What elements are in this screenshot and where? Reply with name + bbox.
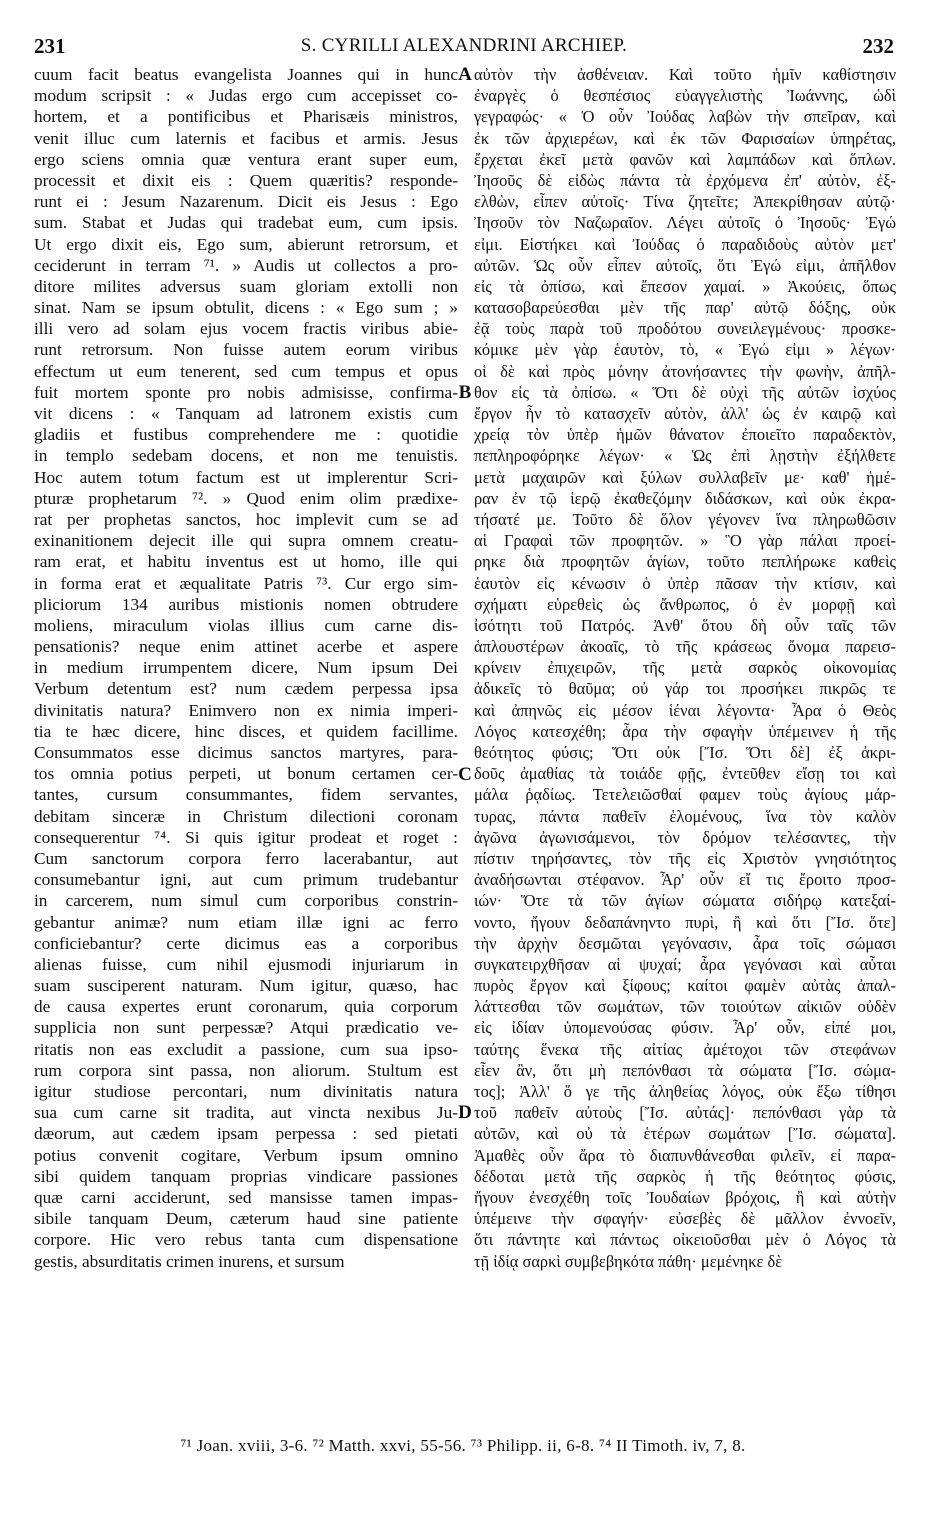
text-line: ελθὼν, εἶπεν αὐτοῖς· Τίνα ζητεῖτε; Ἀπεκρίθησαν αὐτῷ· — [474, 192, 896, 212]
text-line: rat per prophetas sanctos, hoc implevit cum se ad — [34, 509, 458, 529]
text-line: πεπληροφόρηκε λέγων· « Ὡς ἐπὶ λῃστὴν ἐξήλθετε — [474, 446, 896, 466]
text-line: quæ carni acciderunt, sed mansisse tamen impas- — [34, 1187, 458, 1207]
text-line: ἔρχεται ἐκεῖ μετὰ φανῶν καὶ λαμπάδων καὶ ὅπλων. — [474, 149, 896, 169]
text-line: sua cum carne sit tradita, aut vincta nexibus Ju- — [34, 1103, 458, 1123]
text-line: Consummatos esse dicimus sanctos martyres, para- — [34, 743, 458, 762]
footnotes: ⁷¹ Joan. xviii, 3-6. ⁷² Matth. xxvi, 55-56. ⁷³ Philipp. ii, 6-8. ⁷⁴ II Timoth. iv, 7, 8. — [180, 1436, 746, 1455]
text-line: in carcerem, num simul cum corporibus constrin- — [34, 891, 458, 911]
text-line: hortem, et a pontificibus et Pharisæis ministros, — [34, 107, 458, 127]
text-line: de causa expertes erunt coronarum, quia corporum — [34, 997, 458, 1017]
text-line: processit et dixit eis : Quem quæritis? responde- — [34, 170, 458, 190]
text-line: μάλα ῥᾳδίως. Τετελειῶσθαί φαμεν τοὺς ἁγίους μάρ- — [474, 785, 896, 805]
text-line: in forma erat et æqualitate Patris ⁷³. Cur ergo sim- — [34, 573, 458, 593]
text-line: τοῦ παθεῖν αὐτοὺς [Ἴσ. αὐτάς]· πεπόνθασι γὰρ τὰ — [474, 1103, 896, 1123]
text-line: gladiis et fustibus comprehendere me : quotidie — [34, 425, 458, 445]
text-line: igitur studiose percontari, num divinitatis natura — [34, 1082, 458, 1101]
text-line: dæorum, aut cædem ipsam perpessa : sed pietati — [34, 1124, 458, 1144]
margin-marker-c: C — [458, 764, 472, 785]
text-line: ἔργον ἦν τὸ κατασχεῖν αὐτὸν, ἀλλ' ὡς ἐν καιρῷ καὶ — [474, 404, 896, 423]
text-line: θον εἰς τὰ ὀπίσω. « Ὅτι δὲ οὐχὶ τῆς αὐτῶν ἰσχύος — [474, 382, 896, 402]
running-title: S. CYRILLI ALEXANDRINI ARCHIEP. — [300, 35, 628, 56]
text-line: ἑαυτὸν εἰς κένωσιν ὁ ὑπὲρ πᾶσαν τὴν κτίσιν, καὶ — [474, 573, 896, 593]
text-line: πυρὸς ἔργον καὶ ξίφους; καίτοι φαμὲν αὐτὰς ἀπαλ- — [474, 976, 896, 996]
text-line: αἱ Γραφαὶ τῶν προφητῶν. » Ὃ γὰρ πάλαι προεί- — [474, 531, 896, 551]
text-line: ἁπλουστέρων ἀκοαῖς, τὸ τῆς κράσεως ὄνομα παρεισ- — [474, 637, 896, 657]
text-line: alienas fuisse, cum nihil ejusmodi injuriarum in — [34, 954, 458, 974]
text-line: κατασοβαρεύεσθαι μὲν τῆς παρ' αὐτῷ δόξης, οὐκ — [474, 298, 896, 318]
text-line: πίστιν τηρήσαντες, τὸν τῆς εἰς Χριστὸν γνησιότητος — [474, 848, 896, 868]
text-line: runt ei : Jesum Nazarenum. Dicit eis Jesus : Ego — [34, 192, 458, 212]
text-line: in medium irrumpentem dicere, Num ipsum Dei — [34, 658, 458, 678]
text-line: Λόγος κατεσχέθη; ἆρα τὴν σφαγὴν ὑπέμεινεν ἡ τῆς — [474, 721, 896, 741]
text-line: sum. Stabat et Judas qui tradebat eum, cum ipsis. — [34, 213, 458, 233]
text-line: cuum facit beatus evangelista Joannes qui in hunc — [34, 65, 458, 84]
text-line: ὑπέμεινε τὴν σφαγήν· εὐσεβὲς δὲ μᾶλλον ἐννοεῖν, — [474, 1209, 896, 1229]
text-line: ἐναργὲς ὁ θεσπέσιος εὐαγγελιστὴς Ἰωάννης, ὡδὶ — [474, 86, 896, 106]
text-line: θεότητος φύσις; Ὅτι οὐκ [Ἴσ. Ὅτι δὲ] ἐξ ἀκρι- — [474, 743, 896, 762]
text-line: τυρας, πάντα παθεῖν ἑλομένους, ἵνα τὸν καλὸν — [474, 806, 896, 826]
text-line: fuit mortem sponte pro nobis admisisse, confirma- — [34, 382, 458, 402]
text-line: εἶεν ἂν, ὅτι μὴ πεπόνθασι τὰ σώματα [Ἴσ. σώμα- — [474, 1060, 896, 1080]
text-line: gestis, absurditatis crimen inurens, et sursum — [34, 1251, 345, 1271]
text-line: τῇ ἰδίᾳ σαρκὶ συμβεβηκότα πάθη· μεμένηκε δὲ — [474, 1251, 783, 1271]
greek-column — [474, 64, 896, 1272]
text-line: ὅτι πάντητε καὶ πάντως οἰκειοῦσθαι μὲν ὁ Λόγος τὰ — [474, 1230, 896, 1250]
text-line: ταύτης ἕνεκα τῆς αἰτίας ἀμέτοχοι τῶν στεφάνων — [474, 1039, 896, 1059]
text-line: κόμικε μὲν γὰρ ἑαυτὸν, τὸ, « Ἐγώ εἰμι » λέγων· — [474, 340, 896, 360]
text-line: συγκατειρχθῆσαν αἱ ψυχαί; ἆρα γεγόνασι καὶ αὗται — [474, 954, 896, 974]
text-line: ἀγῶνα ἀγωνισάμενοι, τὸν δρόμον τελέσαντες, τὴν — [474, 827, 896, 847]
text-line: λάττεσθαι τῶν σωμάτων, τῶν τοιούτων αἰκιῶν οὐδὲν — [474, 997, 896, 1017]
text-line: ρηκε διὰ προφητῶν ἁγίων, τοῦτο πεπλήρωκε καθεὶς — [474, 552, 896, 572]
text-line: sibile tanquam Deum, cæterum haud sine patiente — [34, 1209, 458, 1229]
text-line: rum corpora sint passa, non aliorum. Stultum est — [34, 1060, 458, 1080]
page-number-right: 232 — [862, 34, 894, 58]
text-line: divinitatis natura? Enimvero non ex nimia imperi- — [34, 700, 458, 720]
margin-marker-b: B — [458, 382, 472, 403]
text-line: tos omnia potius perpeti, ut bonum certamen cer- — [34, 764, 458, 784]
text-line: in templo sedebam docens, et non me tenuistis. — [34, 446, 458, 466]
latin-column — [34, 64, 458, 1272]
text-line: pliciorum 134 auribus mistionis nomen obtrudere — [34, 594, 458, 614]
text-line: δοῦς ἀμαθίας τὰ τοιάδε φῇς, ἐντεῦθεν εἴσῃ τοι καὶ — [474, 764, 896, 784]
text-line: sibi quidem tanquam proprias vindicare passiones — [34, 1166, 458, 1186]
text-line: ram erat, et habitu inventus est ut homo, ille qui — [34, 552, 458, 572]
margin-marker-a: A — [458, 64, 472, 85]
text-line: conficiebantur? certe dicimus eas a corporibus — [34, 933, 458, 953]
text-line: ἰσότητι τοῦ Πατρός. Ἀνθ' ὅτου δὴ οὖν ταῖς τῶν — [474, 615, 896, 635]
text-line: νοντο, ἤγουν δεδαπάνηντο πυρὶ, ἢ καὶ ὅτι [Ἴσ. ὅτε] — [474, 912, 896, 932]
text-line: ditore milites adversus suam gloriam extolli non — [34, 276, 458, 296]
text-line: modum scripsit : « Judas ergo cum accepisset co- — [34, 86, 458, 106]
margin-marker-d: D — [458, 1102, 472, 1123]
text-line: αὐτὸν τὴν ἀσθένειαν. Καὶ τοῦτο ἡμῖν καθίστησιν — [474, 65, 896, 84]
text-line: illi vero ad solam ejus vocem fractis viribus abie- — [34, 319, 458, 339]
text-line: τὴν ἀρχὴν δεσμῶται γεγόνασιν, ἆρα τοῖς σώμασι — [474, 933, 896, 953]
text-line: Ἰησοῦς δὲ εἰδὼς πάντα τὰ ἐρχόμενα ἐπ' αὐτὸν, ἐξ- — [474, 170, 896, 190]
text-line: τήσατέ με. Τοῦτο δὲ ὅλον γέγονεν ἵνα πληρωθῶσιν — [474, 509, 896, 529]
text-line: καὶ ἀπηνῶς εἰς μέσον ἱέναι λέγοντα· Ἆρα ὁ Θεὸς — [474, 700, 896, 720]
text-line: δέδοται μετὰ τῆς σαρκὸς ἡ τῆς θεότητος φύσις, — [474, 1166, 896, 1186]
text-line: gebantur animæ? num etiam illæ igni ac ferro — [34, 912, 458, 932]
text-line: Ἰησοῦν τὸν Ναζωραῖον. Λέγει αὐτοῖς ὁ Ἰησοῦς· Ἐγώ — [474, 213, 896, 233]
text-line: ἤγουν ἐνεσχέθη τοῖς Ἰουδαίων βρόχοις, ἢ καὶ αὐτὴν — [474, 1187, 896, 1207]
text-line: γεγραφώς· « Ὁ οὖν Ἰούδας λαβὼν τὴν σπεῖραν, καὶ — [474, 107, 896, 127]
text-line: pturæ prophetarum ⁷². » Quod enim olim prædixe- — [34, 488, 458, 508]
text-line: σχήματι εὑρεθεὶς ὡς ἄνθρωπος, ὁ ἐν μορφῇ καὶ — [474, 594, 896, 614]
text-line: pensationis? neque enim attinet acerbe et aspere — [34, 637, 458, 657]
text-line: ἐᾷ τοὺς παρὰ τοῦ προδότου συνειλεγμένους· προσκε- — [474, 319, 896, 339]
text-line: ραν ἐν τῷ ἱερῷ ἐκαθεζόμην διδάσκων, καὶ οὐκ ἐκρα- — [474, 488, 896, 508]
text-line: χρείᾳ τὸν ὑπὲρ ἡμῶν θάνατον ἐποιεῖτο παραδεκτὸν, — [474, 425, 896, 445]
text-line: consumebantur igni, aut cum primum trudebantur — [34, 870, 458, 890]
text-line: corpore. Hic vero rebus tanta cum dispensatione — [34, 1230, 458, 1250]
text-line: moliens, miraculum violas illius cum carne dis- — [34, 615, 458, 635]
text-line: suam susciperent naturam. Num igitur, quæso, hac — [34, 976, 458, 996]
text-line: effectum ut eum tenerent, sed cum tempus et opus — [34, 361, 458, 381]
text-line: αὐτῶν. Ὡς οὖν εἶπεν αὐτοῖς, ὅτι Ἐγώ εἰμι, ἀπῆλθον — [474, 255, 896, 275]
text-line: εἰμι. Εἱστήκει καὶ Ἰούδας ὁ παραδιδοὺς αὐτὸν μετ' — [474, 234, 896, 254]
text-line: Verbum detentum est? num cædem perpessa ipsa — [34, 679, 458, 699]
running-header — [34, 34, 894, 60]
text-line: ἐκ τῶν ἀρχιερέων, καὶ ἐκ τῶν Φαρισαίων ὑπηρέτας, — [474, 128, 896, 148]
text-line: ἀδικεῖς τὸ θαῦμα; οὐ γάρ τοι προσήκει πικρῶς τε — [474, 679, 896, 699]
text-line: ceciderunt in terram ⁷¹. » Audis ut collectos a pro- — [34, 255, 458, 275]
text-line: potius convenit cogitare, Verbum ipsum omnino — [34, 1145, 458, 1165]
text-line: tia te hæc dicere, hinc disces, et quidem facillime. — [34, 721, 458, 741]
text-line: ritatis non eas excludit a passione, cum sua ipso- — [34, 1039, 458, 1059]
text-line: supplicia non sunt perpessæ? Atqui prædicatio ve- — [34, 1018, 458, 1038]
text-line: τος]; Ἀλλ' ὅ γε τῆς ἀληθείας λόγος, οὐκ ἔξω τίθησι — [474, 1082, 896, 1101]
text-line: tantes, cursum consummantes, fidem servantes, — [34, 785, 458, 805]
text-line: Hoc autem totum factum est ut implerentur Scri- — [34, 467, 458, 487]
text-line: αὐτῶν, καὶ οὐ τὰ ἑτέρων σωμάτων [Ἴσ. σώματα]. — [474, 1124, 896, 1144]
text-line: κρίνειν ἐπιχειρῶν, τῆς μετὰ σαρκὸς οἰκονομίας — [474, 658, 896, 678]
text-line: debitam sinceræ in Christum dilectioni coronam — [34, 806, 458, 826]
text-line: ergo sciens omnia quæ ventura erant super eum, — [34, 149, 458, 169]
text-line: οἱ δὲ καὶ πρὸς μόνην ἀτονήσαντες τὴν φωνὴν, ἀπῆλ- — [474, 361, 896, 381]
text-line: εἰς τὰ ὀπίσω, καὶ ἔπεσον χαμαί. » Ἀκούεις, ὅπως — [474, 276, 896, 296]
text-line: venit illuc cum laternis et facibus et armis. Jesus — [34, 128, 458, 148]
text-line: consequerentur ⁷⁴. Si quis igitur prodeat et roget : — [34, 827, 458, 847]
text-line: εἰς ἰδίαν ὑπομενούσας φύσιν. Ἆρ' οὖν, εἰπέ μοι, — [474, 1018, 896, 1038]
text-line: runt retrorsum. Non fuisse autem eorum viribus — [34, 340, 458, 360]
text-line: exinanitionem dejecit ille qui supra omnem creatu- — [34, 531, 458, 551]
text-line: μετὰ μαχαιρῶν καὶ ξύλων συλλαβεῖν με· καθ' ἡμέ- — [474, 467, 896, 487]
text-line: Ut ergo dixit eis, Ego sum, abierunt retrorsum, et — [34, 234, 458, 254]
text-line: sinat. Nam se ipsum obtulit, dicens : « Ego sum ; » — [34, 298, 458, 318]
text-line: ἀναδήσωνται στέφανον. Ἆρ' οὖν εἴ τις ἔροιτο προσ- — [474, 870, 896, 890]
text-line: Cum sanctorum corpora ferro lacerabantur, aut — [34, 848, 458, 868]
page-number-left: 231 — [34, 34, 66, 58]
text-line: vit dicens : « Tanquam ad latronem existis cum — [34, 404, 458, 423]
text-line: ιών· Ὅτε τὰ τῶν ἁγίων σώματα σιδήρῳ κατεξαί- — [474, 891, 896, 911]
text-line: Ἀμαθὲς οὖν ἄρα τὸ διαπυνθάνεσθαι φιλεῖν, εἰ παρα- — [474, 1145, 896, 1165]
